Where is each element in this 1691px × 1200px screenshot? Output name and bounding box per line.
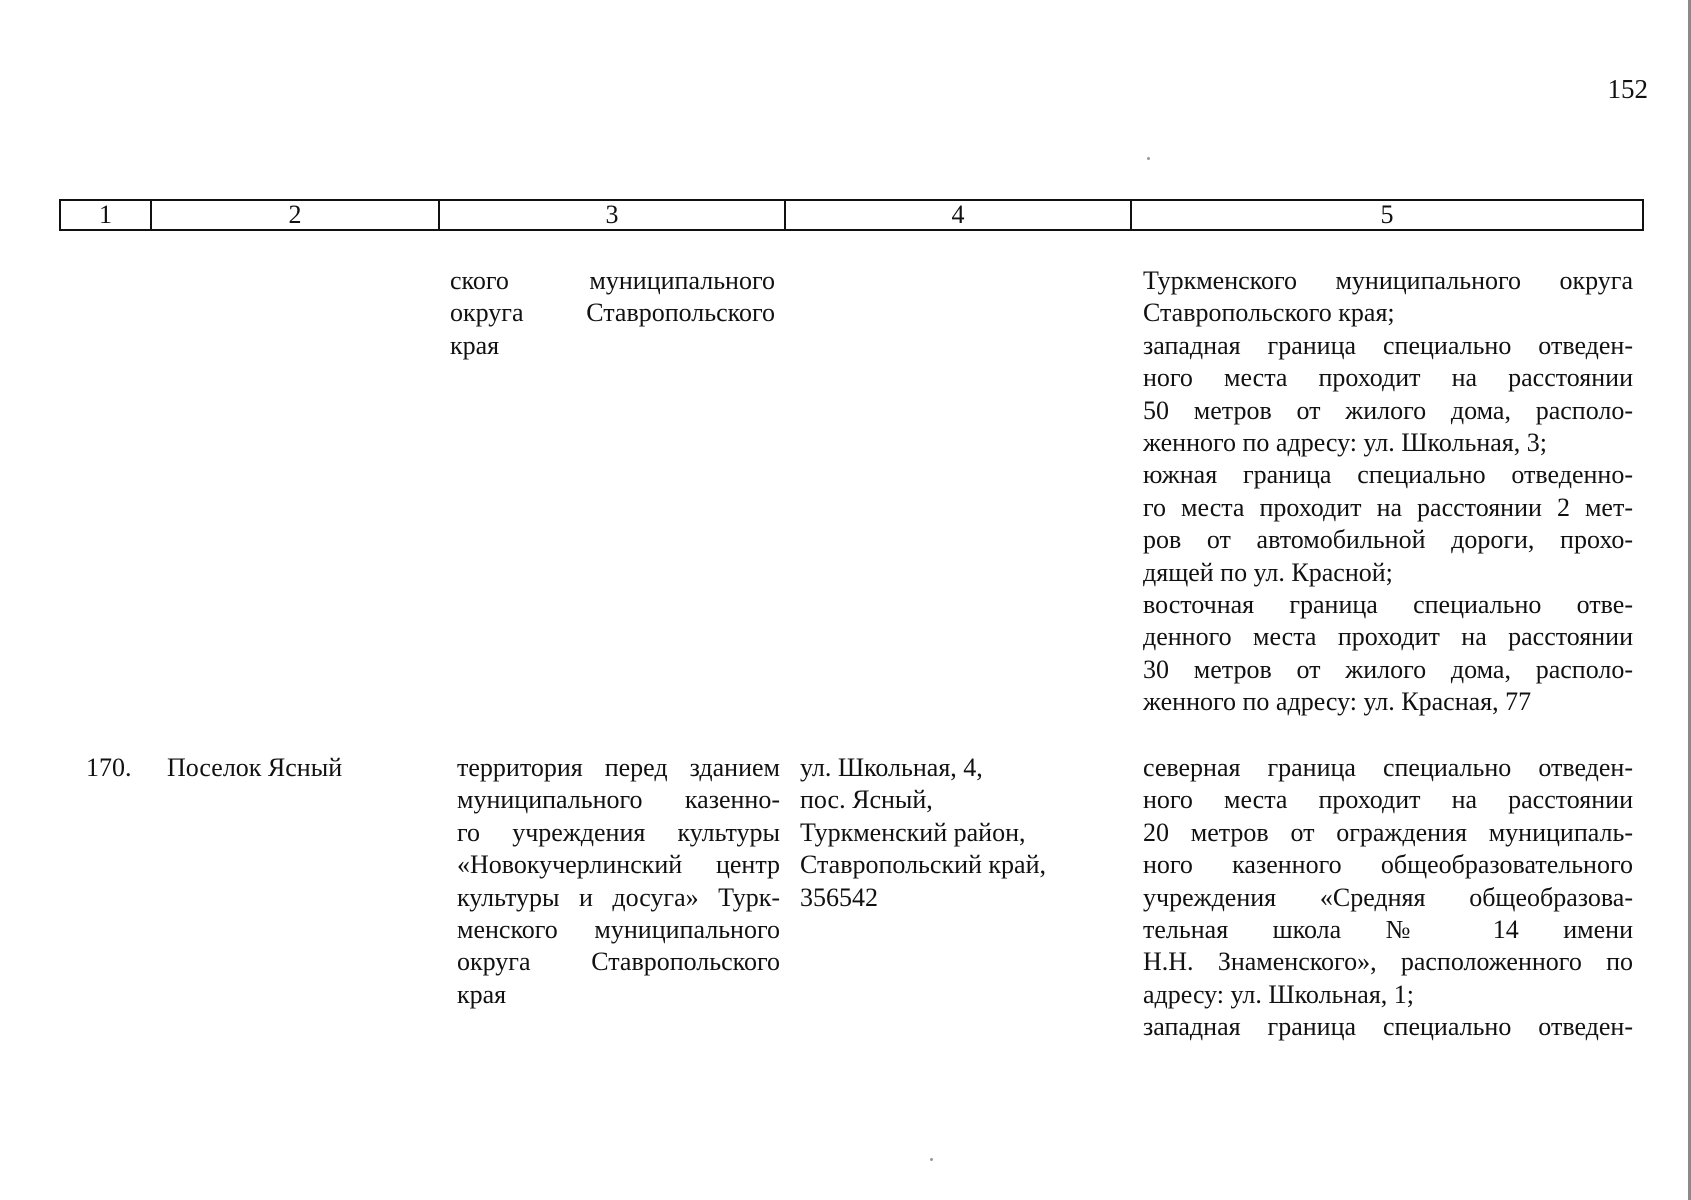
text-line: учреждения «Средняя общеобразова- bbox=[1143, 882, 1633, 912]
text-line: ного места проходит на расстоянии bbox=[1143, 363, 1633, 393]
text-line: женного по адресу: ул. Красная, 77 bbox=[1143, 687, 1532, 717]
text-line: Н.Н. Знаменского», расположенного по bbox=[1143, 947, 1633, 977]
table-header-cell-2: 2 bbox=[152, 201, 440, 229]
text-line: культуры и досуга» Турк- bbox=[457, 882, 780, 912]
text-line: восточная граница специально отве- bbox=[1143, 590, 1633, 620]
table-header-cell-4: 4 bbox=[786, 201, 1132, 229]
text-line: дящей по ул. Красной; bbox=[1143, 557, 1393, 587]
text-line: Туркменского муниципального округа bbox=[1143, 266, 1633, 295]
text-line: округа Ставропольского bbox=[457, 947, 780, 977]
text-line: края bbox=[450, 330, 500, 360]
text-line: Ставропольский край, bbox=[800, 850, 1046, 880]
text-line: пос. Ясный, bbox=[800, 785, 933, 815]
text-line: ров от автомобильной дороги, прохо- bbox=[1143, 525, 1633, 555]
text-line: южная граница специально отведенно- bbox=[1143, 460, 1633, 490]
text-line: го места проходит на расстоянии 2 мет- bbox=[1143, 492, 1633, 522]
text-line: 20 метров от ограждения муниципаль- bbox=[1143, 817, 1633, 847]
row-170-col5-text bbox=[1143, 752, 1633, 1044]
text-line: тельная школа № 14 имени bbox=[1143, 915, 1633, 945]
text-line: ного казенного общеобразовательного bbox=[1143, 850, 1633, 880]
text-line: округа Ставропольского bbox=[450, 298, 775, 328]
scan-speck bbox=[1147, 157, 1150, 160]
text-line: западная граница специально отведен- bbox=[1143, 330, 1633, 360]
table-header-row bbox=[59, 199, 1644, 231]
table-header-cell-3: 3 bbox=[440, 201, 786, 229]
continuation-col3-text bbox=[450, 265, 775, 362]
row-170-name: Поселок Ясный bbox=[167, 753, 343, 782]
row-170-col4-address bbox=[800, 752, 1090, 914]
text-line: «Новокучерлинский центр bbox=[457, 850, 780, 880]
text-line: менского муниципального bbox=[457, 915, 780, 945]
text-line: го учреждения культуры bbox=[457, 817, 780, 847]
text-line: края bbox=[457, 979, 507, 1009]
text-line: северная граница специально отведен- bbox=[1143, 753, 1633, 782]
text-line: территория перед зданием bbox=[457, 753, 780, 782]
row-170-col3-text bbox=[457, 752, 780, 1011]
text-line: Туркменский район, bbox=[800, 817, 1026, 847]
text-line: денного места проходит на расстоянии bbox=[1143, 622, 1633, 652]
text-line: Ставропольского края; bbox=[1143, 298, 1395, 328]
text-line: 30 метров от жилого дома, располо- bbox=[1143, 654, 1633, 684]
text-line: ного места проходит на расстоянии bbox=[1143, 785, 1633, 815]
text-line: ул. Школьная, 4, bbox=[800, 753, 983, 782]
text-line: западная граница специально отведен- bbox=[1143, 1012, 1633, 1042]
text-line: ского муниципального bbox=[450, 266, 775, 295]
text-line: муниципального казенно- bbox=[457, 785, 780, 815]
row-170-number: 170. bbox=[86, 753, 132, 782]
text-line: женного по адресу: ул. Школьная, 3; bbox=[1143, 428, 1547, 458]
page-number: 152 bbox=[1607, 74, 1648, 104]
text-line: 356542 bbox=[800, 882, 878, 912]
table-header-cell-1: 1 bbox=[61, 201, 152, 229]
scan-speck bbox=[930, 1158, 933, 1161]
table-header-cell-5: 5 bbox=[1380, 200, 1394, 229]
text-line: адресу: ул. Школьная, 1; bbox=[1143, 979, 1415, 1009]
continuation-col5-text bbox=[1143, 265, 1633, 719]
text-line: 50 метров от жилого дома, располо- bbox=[1143, 395, 1633, 425]
